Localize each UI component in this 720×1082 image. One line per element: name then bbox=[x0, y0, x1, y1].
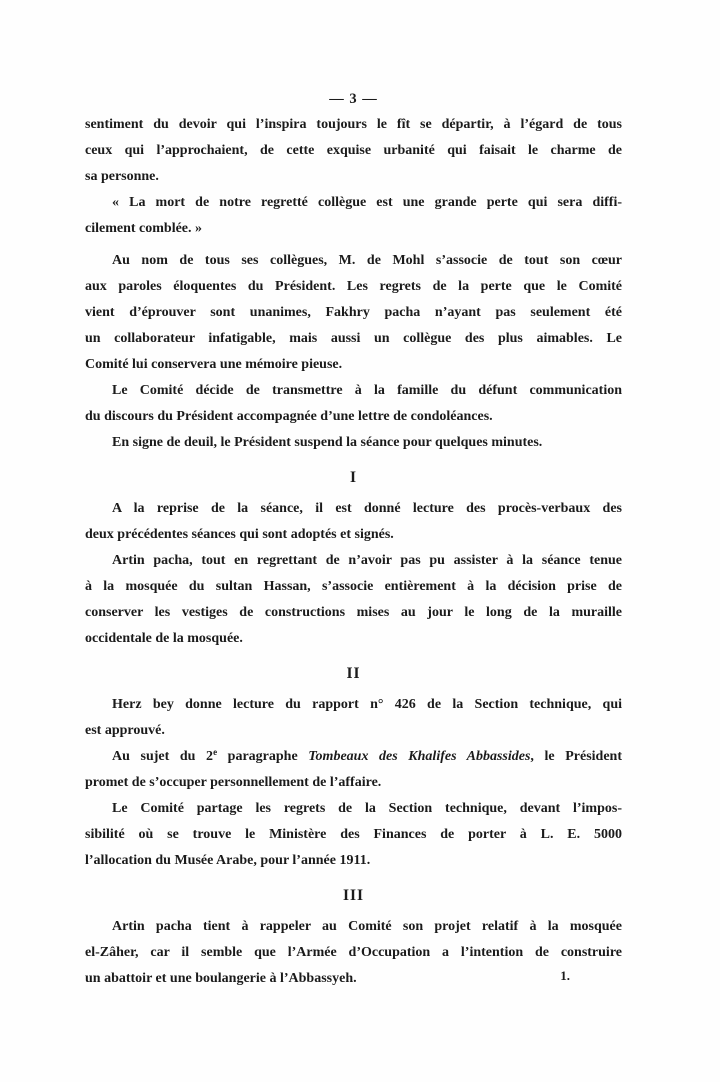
text-line bbox=[85, 692, 622, 718]
text-segment: paragraphe bbox=[217, 749, 309, 764]
text-line bbox=[85, 626, 622, 652]
text-line bbox=[85, 496, 622, 522]
text-line bbox=[85, 164, 622, 190]
text-segment: deux précédentes séances qui sont adoptés et signés. bbox=[85, 527, 394, 542]
text-line bbox=[85, 848, 622, 874]
text-segment: aux paroles éloquentes du Président. Les regrets de la perte que le Comité bbox=[85, 279, 622, 294]
text-segment: promet de s’occuper personnellement de l’affaire. bbox=[85, 775, 382, 790]
text-line bbox=[85, 822, 622, 848]
paragraph bbox=[85, 548, 622, 652]
superscript-text: e bbox=[213, 747, 218, 757]
text-segment: A la reprise de la séance, il est donné lecture des procès-verbaux des bbox=[112, 501, 622, 516]
text-line bbox=[85, 770, 622, 796]
text-block bbox=[85, 0, 622, 992]
text-line bbox=[85, 326, 622, 352]
paragraph bbox=[85, 430, 622, 456]
text-line bbox=[85, 600, 622, 626]
text-line bbox=[85, 522, 622, 548]
paragraph bbox=[85, 744, 622, 796]
text-segment: Herz bey donne lecture du rapport n° 426 de la Section technique, qui bbox=[112, 697, 622, 712]
text-line bbox=[85, 940, 622, 966]
text-line bbox=[85, 378, 622, 404]
section-heading-1: I bbox=[349, 469, 358, 486]
page-number: — 3 — bbox=[329, 91, 378, 107]
text-line bbox=[85, 274, 622, 300]
text-segment: est approuvé. bbox=[85, 723, 165, 738]
text-segment: vient d’éprouver sont unanimes, Fakhry pacha n’ayant pas seulement été bbox=[85, 305, 622, 320]
text-line bbox=[85, 216, 622, 242]
italic-text: Tombeaux des Khalifes Abbassides bbox=[308, 749, 531, 764]
text-segment: Comité lui conservera une mémoire pieuse. bbox=[85, 357, 343, 372]
text-segment: un collaborateur infatigable, mais aussi un collègue des plus aimables. Le bbox=[85, 331, 622, 346]
section-heading-2: II bbox=[346, 665, 361, 682]
text-segment: conserver les vestiges de constructions mises au jour le long de la muraille bbox=[85, 605, 622, 620]
section-heading-3: III bbox=[342, 887, 365, 904]
paragraph bbox=[85, 378, 622, 430]
text-segment: Au sujet du 2 bbox=[112, 749, 214, 764]
text-segment: , le Président bbox=[530, 749, 622, 764]
text-segment: un abattoir et une boulangerie à l’Abbassyeh. bbox=[85, 971, 357, 986]
paragraph bbox=[85, 248, 622, 378]
text-line bbox=[85, 352, 622, 378]
text-segment: Le Comité décide de transmettre à la famille du défunt communication bbox=[112, 383, 622, 398]
text-segment: ceux qui l’approchaient, de cette exquise urbanité qui faisait le charme de bbox=[85, 143, 622, 158]
paragraph bbox=[85, 190, 622, 242]
text-line bbox=[85, 744, 622, 770]
text-segment: du discours du Président accompagnée d’une lettre de condoléances. bbox=[85, 409, 493, 424]
text-line bbox=[85, 548, 622, 574]
text-line bbox=[85, 138, 622, 164]
signature-mark: 1. bbox=[560, 968, 570, 983]
text-segment: occidentale de la mosquée. bbox=[85, 631, 243, 646]
text-segment: « La mort de notre regretté collègue est une grande perte qui sera diffi- bbox=[112, 195, 622, 210]
text-line bbox=[85, 796, 622, 822]
text-segment: sentiment du devoir qui l’inspira toujours le fît se départir, à l’égard de tous bbox=[85, 117, 622, 132]
text-segment: sa personne. bbox=[85, 169, 159, 184]
text-line bbox=[85, 574, 622, 600]
text-segment: Artin pacha, tout en regrettant de n’avoir pas pu assister à la séance tenue bbox=[112, 553, 622, 568]
text-segment: à la mosquée du sultan Hassan, s’associe entièrement à la décision prise de bbox=[85, 579, 622, 594]
paragraph bbox=[85, 692, 622, 744]
text-line bbox=[85, 914, 622, 940]
text-segment: sibilité où se trouve le Ministère des Finances de porter à L. E. 5000 bbox=[85, 827, 622, 842]
paragraph bbox=[85, 112, 622, 190]
text-line bbox=[85, 300, 622, 326]
text-line bbox=[85, 248, 622, 274]
text-line bbox=[85, 430, 622, 456]
text-segment: el-Zâher, car il semble que l’Armée d’Occupation a l’intention de construire bbox=[85, 945, 622, 960]
text-line bbox=[85, 190, 622, 216]
paragraph bbox=[85, 796, 622, 874]
text-segment: Au nom de tous ses collègues, M. de Mohl s’associe de tout son cœur bbox=[112, 253, 622, 268]
text-segment: Le Comité partage les regrets de la Section technique, devant l’impos- bbox=[112, 801, 622, 816]
text-line bbox=[85, 718, 622, 744]
paragraph bbox=[85, 496, 622, 548]
text-segment: En signe de deuil, le Président suspend la séance pour quelques minutes. bbox=[112, 435, 543, 450]
text-line bbox=[85, 112, 622, 138]
text-segment: Artin pacha tient à rappeler au Comité son projet relatif à la mosquée bbox=[112, 919, 622, 934]
text-segment: cilement comblée. » bbox=[85, 221, 203, 236]
text-line bbox=[85, 404, 622, 430]
text-segment: l’allocation du Musée Arabe, pour l’année 1911. bbox=[85, 853, 371, 868]
